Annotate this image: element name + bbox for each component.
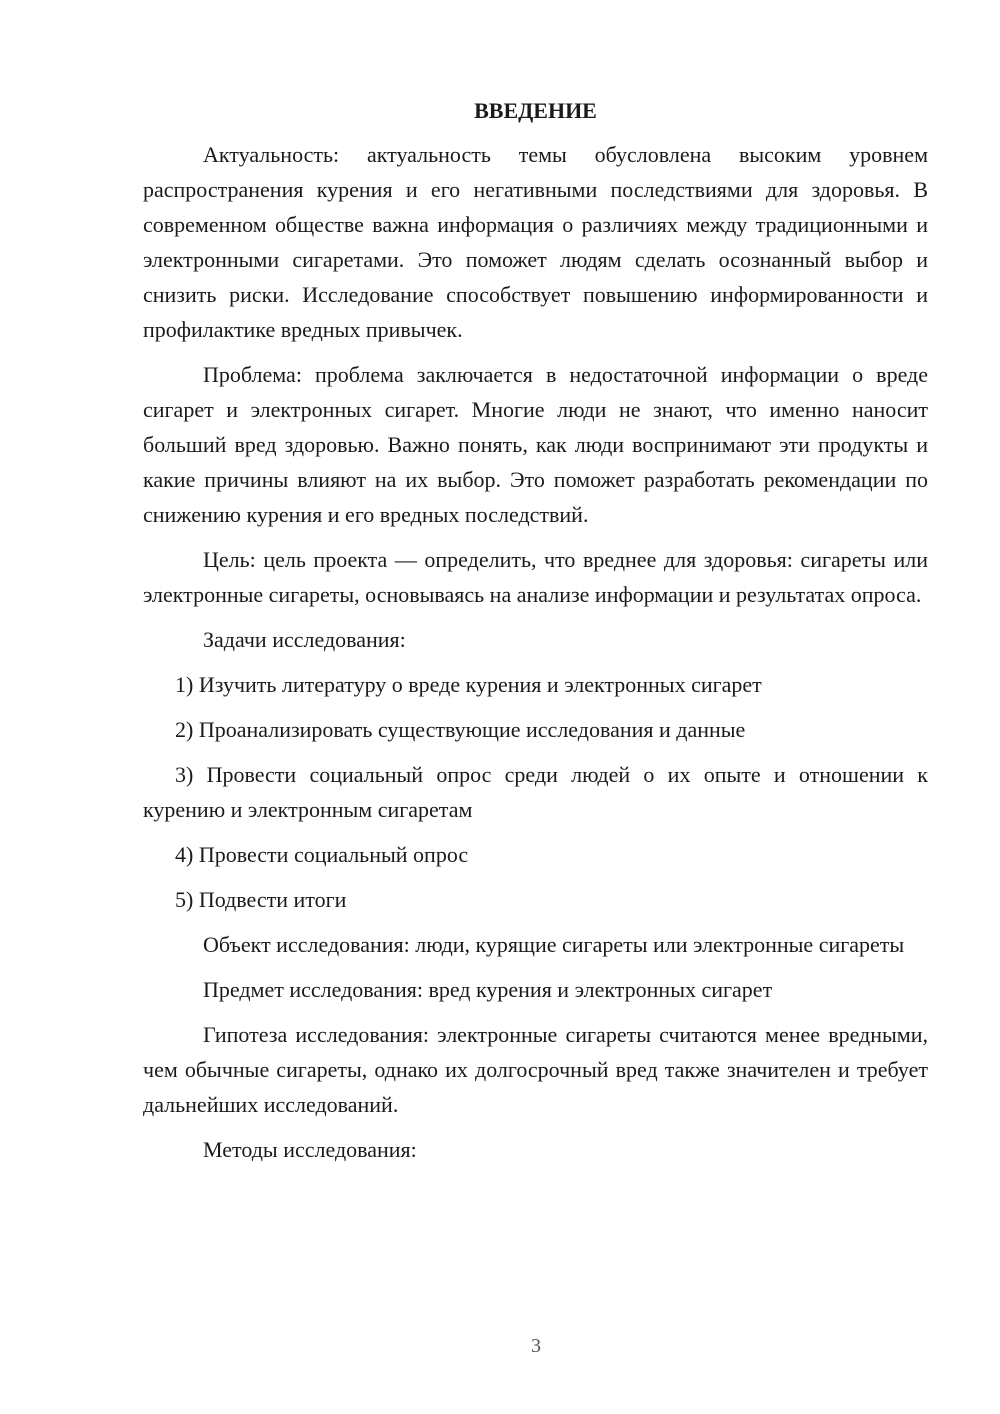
tasks-heading: Задачи исследования: <box>203 627 406 652</box>
hypothesis-paragraph: Гипотеза исследования: электронные сигареты считаются менее вредными, чем обычные сигареты, однако их долгосрочный вред также значителен и требует дальнейших исследований. <box>143 1022 928 1117</box>
task-item-1: 1) Изучить литературу о вреде курения и электронных сигарет <box>175 672 762 697</box>
page-content <box>143 93 928 1167</box>
task-item-4: 4) Провести социальный опрос <box>175 842 469 867</box>
page-title: ВВЕДЕНИЕ <box>474 98 597 123</box>
subject-paragraph: Предмет исследования: вред курения и электронных сигарет <box>203 977 773 1002</box>
task-item-5: 5) Подвести итоги <box>175 887 347 912</box>
task-item-2: 2) Проанализировать существующие исследования и данные <box>175 717 746 742</box>
methods-heading: Методы исследования: <box>203 1137 417 1162</box>
page-number: 3 <box>531 1335 541 1357</box>
object-paragraph: Объект исследования: люди, курящие сигареты или электронные сигареты <box>203 932 905 957</box>
task-item-3: 3) Провести социальный опрос среди людей о их опыте и отношении к курению и электронным сигаретам <box>143 762 928 822</box>
problem-paragraph: Проблема: проблема заключается в недостаточной информации о вреде сигарет и электронных сигарет. Многие люди не знают, что именно наносит больший вред здоровью. Важно понять, как люди воспринимают эти продукты и какие причины влияют на их выбор. Это поможет разработать рекомендации по снижению курения и его вредных последствий. <box>143 362 928 527</box>
relevance-paragraph: Актуальность: актуальность темы обусловлена высоким уровнем распространения курения и его негативными последствиями для здоровья. В современном обществе важна информация о различиях между традиционными и электронными сигаретами. Это поможет людям сделать осознанный выбор и снизить риски. Исследование способствует повышению информированности и профилактике вредных привычек. <box>143 142 928 342</box>
goal-paragraph: Цель: цель проекта — определить, что вреднее для здоровья: сигареты или электронные сигареты, основываясь на анализе информации и результатах опроса. <box>143 547 928 607</box>
